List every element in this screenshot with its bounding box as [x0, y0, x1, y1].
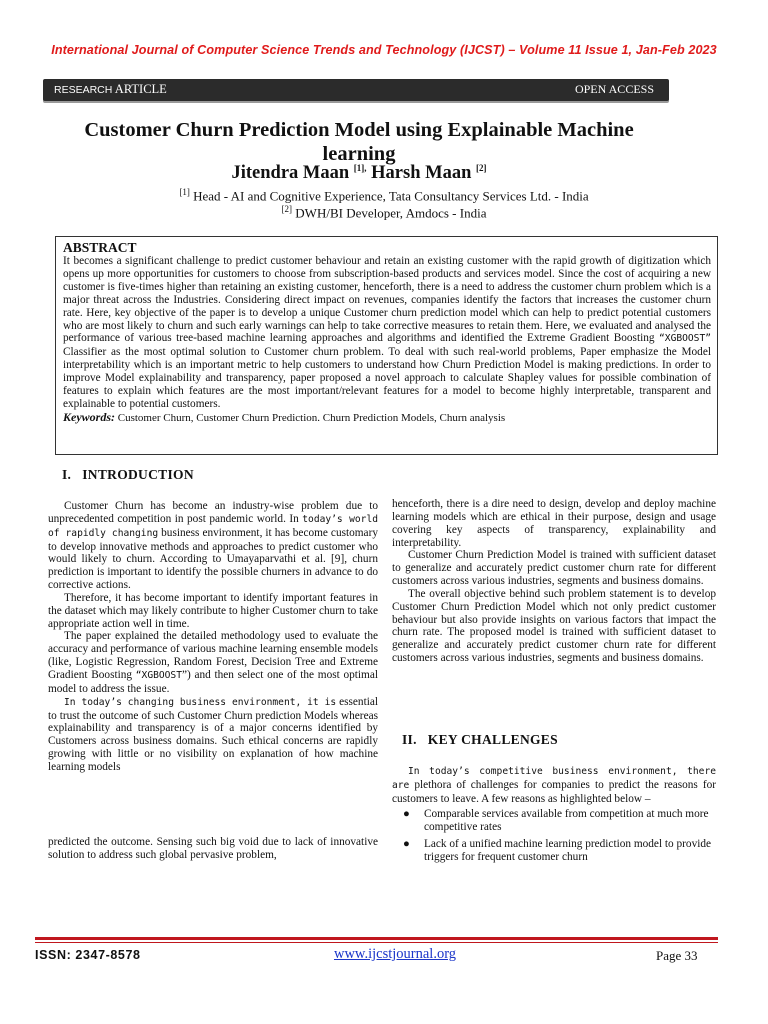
challenges-list	[392, 808, 716, 865]
paragraph: Customer Churn Prediction Model is trained with sufficient dataset to generalize and accurately predict customer churn rate for different customers across various industries, segments and business domains.	[392, 549, 716, 588]
footer-rule	[35, 937, 718, 940]
list-item: ● Lack of a unified machine learning prediction model to provide triggers for frequent customer churn	[403, 837, 712, 863]
abstract-heading: ABSTRACT	[63, 240, 137, 255]
paragraph: In today’s changing business environment, it is essential to trust the outcome of such Customer Churn prediction Models whereas explainability and transparency is of a major concerns identified by Customers across business domains. Such ethical concerns are rapidly growing with little or no visibility on explanation of how machine learning models	[48, 695, 378, 773]
paragraph: Therefore, it has become important to identify important features in the dataset which may likely contribute to higher Customer churn to take appropriate action well in time.	[48, 591, 378, 630]
paragraph: Customer Churn has become an industry-wise problem due to unprecedented competition in post pandemic world. In today’s world of rapidly changing business environment, it has become customary to develop innovative methods and approaches to predict customer who would likely to churn. According to Umayaparvathi et al. [9], churn prediction is important to identify the possible churners in advance to do corrective actions.	[48, 500, 379, 592]
intro-column-1	[48, 500, 378, 774]
journal-header: International Journal of Computer Science Trends and Technology (IJCST) – Volume 11 Issue 1, Jan-Feb 2023	[51, 43, 717, 57]
affiliation-2: [2] DWH/BI Developer, Amdocs - India	[281, 204, 487, 221]
challenges-column	[392, 765, 716, 806]
abstract-box	[55, 236, 718, 455]
affiliation-1: [1] Head - AI and Cognitive Experience, Tata Consultancy Services Ltd. - India	[179, 187, 589, 204]
paragraph: predicted the outcome. Sensing such big void due to lack of innovative solution to address such global pervasive problem,	[48, 836, 378, 861]
paragraph: The paper explained the detailed methodology used to evaluate the accuracy and performance of various machine learning ensemble models (like, Logistic Regression, Random Forest, Decision Tree and Extreme Gradient Boosting “XGBOOST”) and then select one of the most optimal model to address the issue.	[48, 630, 378, 695]
intro-column-2	[392, 498, 716, 665]
footer-journal-link[interactable]: www.ijcstjournal.org	[333, 946, 457, 962]
footer-page-number: Page 33	[656, 948, 698, 963]
author-line: Jitendra Maan $^{[1],}$ Harsh Maan [2]	[231, 163, 487, 184]
section-heading-key-challenges: II. KEY CHALLENGES	[402, 732, 558, 747]
abstract-text: It becomes a significant challenge to predict customer behaviour and retain an existing customer with the rapid growth of digitization which opens up more opportunities for customers to choose from subscription-based products and services model. Since the cost of acquiring a new customer is five-times higher than retaining an existing customer, henceforth, there is a need to address the customer churn problem which is a major threat across the Industries. Considering direct impact on revenues, companies identify the factors that increases the customer churn rate. Here, key objective of the paper is to develop a unique Customer churn prediction model which can help to predict potential customers who are most likely to churn and such early warnings can help to take corrective measures to retain them. Here, we evaluated and analysed the performance of various tree-based machine learning approaches and algorithms and identified the Extreme Gradient Boosting “XGBOOST” Classifier as the most optimal solution to Customer churn problem. To deal with such real-world problems, Paper emphasize the Model interpretability which is an important metric to help customers to understand how Churn Prediction Model is making predictions. In order to improve Model explainability and transparency, paper proposed a novel approach to calculate Shapley values for possible combination of features to explain which features are the most important/relevant features for a model to become highly interpretable, transparent and explainable to potential customers.	[63, 255, 711, 410]
footer-rule-thin	[35, 942, 718, 943]
keywords: Keywords: Customer Churn, Customer Churn Prediction. Churn Prediction Models, Churn analysis	[63, 409, 506, 424]
paragraph: henceforth, there is a dire need to design, develop and deploy machine learning models which are ethical in their purpose, design and usage covering key aspects of transparency, explainability and interpretability.	[392, 498, 716, 549]
open-access-label: OPEN ACCESS	[574, 82, 654, 96]
list-item: ● Comparable services available from competition at much more competitive rates	[403, 808, 709, 833]
paragraph: In today’s competitive business environment, there are plethora of challenges for companies to predict the reasons for customers to leave. A few reasons as highlighted below –	[392, 766, 716, 805]
paragraph: The overall objective behind such problem statement is to develop Customer Churn Prediction Model which not only predict customer behaviour but also provide insights on various factors that impact the churn rate. The proposed model is trained with sufficient dataset to generalize and accurately predict customer churn rate for different customers across various industries, segments and business domains.	[392, 587, 716, 665]
paper-title: Customer Churn Prediction Model using Explainable Machine learning	[84, 119, 634, 165]
intro-column-1-continued	[48, 836, 378, 862]
bullet-icon: ●	[403, 808, 410, 820]
bullet-icon: ●	[403, 837, 410, 850]
section-heading-introduction: I. INTRODUCTION	[62, 467, 194, 482]
footer-issn: ISSN: 2347-8578	[35, 948, 141, 962]
article-type-banner	[43, 79, 669, 101]
article-type-label: RESEARCH ARTICLE	[54, 82, 167, 96]
